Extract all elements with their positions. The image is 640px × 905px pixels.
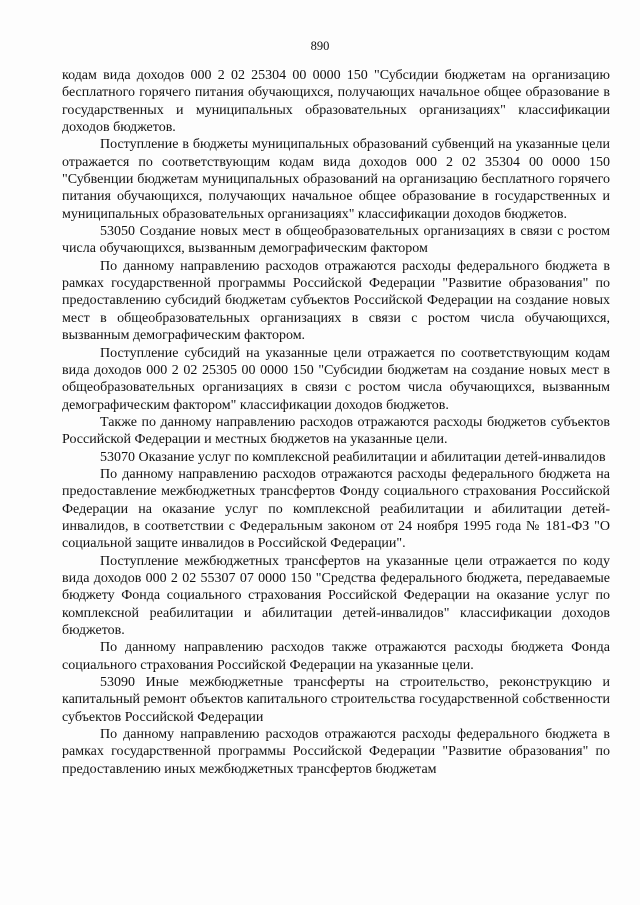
paragraph-53050-regional: Также по данному направлению расходов отражаются расходы бюджетов субъектов Российской Федерации и местных бюджетов на указанные цели. bbox=[62, 414, 610, 448]
section-heading-53050: 53050 Создание новых мест в общеобразовательных организациях в связи с ростом числа обучающихся, вызванным демографическим фактором bbox=[62, 224, 610, 257]
section-heading-53090: 53090 Иные межбюджетные трансферты на строительство, реконструкцию и капитальный ремонт объектов капитального строительства государственной собственности субъектов Российской Федерации bbox=[62, 675, 610, 725]
paragraph-subvention-income: Поступление в бюджеты муниципальных образований субвенций на указанные цели отражается по соответствующим кодам вида доходов 000 2 02 35304 00 0000 150 "Субвенции бюджетам муниципальных образований на организацию бесплатного горячего питания обучающихся, получающих начальное общее образование в государственных и муниципальных образовательных организациях" классификации доходов бюджетов. bbox=[62, 137, 610, 222]
paragraph-53050-income: Поступление субсидий на указанные цели отражается по соответствующим кодам вида доходов 000 2 02 25305 00 0000 150 "Субсидии бюджетам на создание новых мест в общеобразовательных организациях в связи с ростом числа обучающихся, вызванным демографическим фактором" классификации доходов бюджетов. bbox=[62, 345, 610, 413]
paragraph-53070-expenses: По данному направлению расходов отражаются расходы федерального бюджета на предоставление межбюджетных трансфертов Фонду социального страхования Российской Федерации на оказание услуг по комплексной реабилитации и абилитации детей-инвалидов, в соответствии с Федеральным законом от 24 ноября 1995 года № 181-ФЗ "О социальной защите инвалидов в Российской Федерации". bbox=[62, 466, 610, 552]
document-body bbox=[62, 67, 610, 778]
page-number: 890 bbox=[310, 39, 330, 53]
paragraph-53050-expenses: По данному направлению расходов отражаются расходы федерального бюджета в рамках государственной программы Российской Федерации "Развитие образования" по предоставлению субсидий бюджетам субъектов Российской Федерации на создание новых мест в общеобразовательных организациях в связи с ростом числа обучающихся, вызванным демографическим фактором. bbox=[62, 258, 610, 344]
paragraph-53090-expenses: По данному направлению расходов отражаются расходы федерального бюджета в рамках государственной программы Российской Федерации "Развитие образования" по предоставлению иных межбюджетных трансфертов бюджетам bbox=[62, 727, 610, 777]
paragraph-53070-fund: По данному направлению расходов также отражаются расходы бюджета Фонда социального страхования Российской Федерации на указанные цели. bbox=[62, 640, 610, 673]
section-heading-53070: 53070 Оказание услуг по комплексной реабилитации и абилитации детей-инвалидов bbox=[100, 449, 606, 465]
paragraph-continuation: кодам вида доходов 000 2 02 25304 00 0000 150 "Субсидии бюджетам на организацию бесплатного горячего питания обучающихся, получающих начальное общее образование в государственных и муниципальных образовательных организациях" классификации доходов бюджетов. bbox=[62, 68, 610, 136]
paragraph-53070-income: Поступление межбюджетных трансфертов на указанные цели отражается по коду вида доходов 000 2 02 55307 07 0000 150 "Средства федерального бюджета, передаваемые бюджету Фонда социального страхования Российской Федерации на оказание услуг по комплексной реабилитации и абилитации детей-инвалидов" классификации доходов бюджетов. bbox=[62, 553, 610, 638]
